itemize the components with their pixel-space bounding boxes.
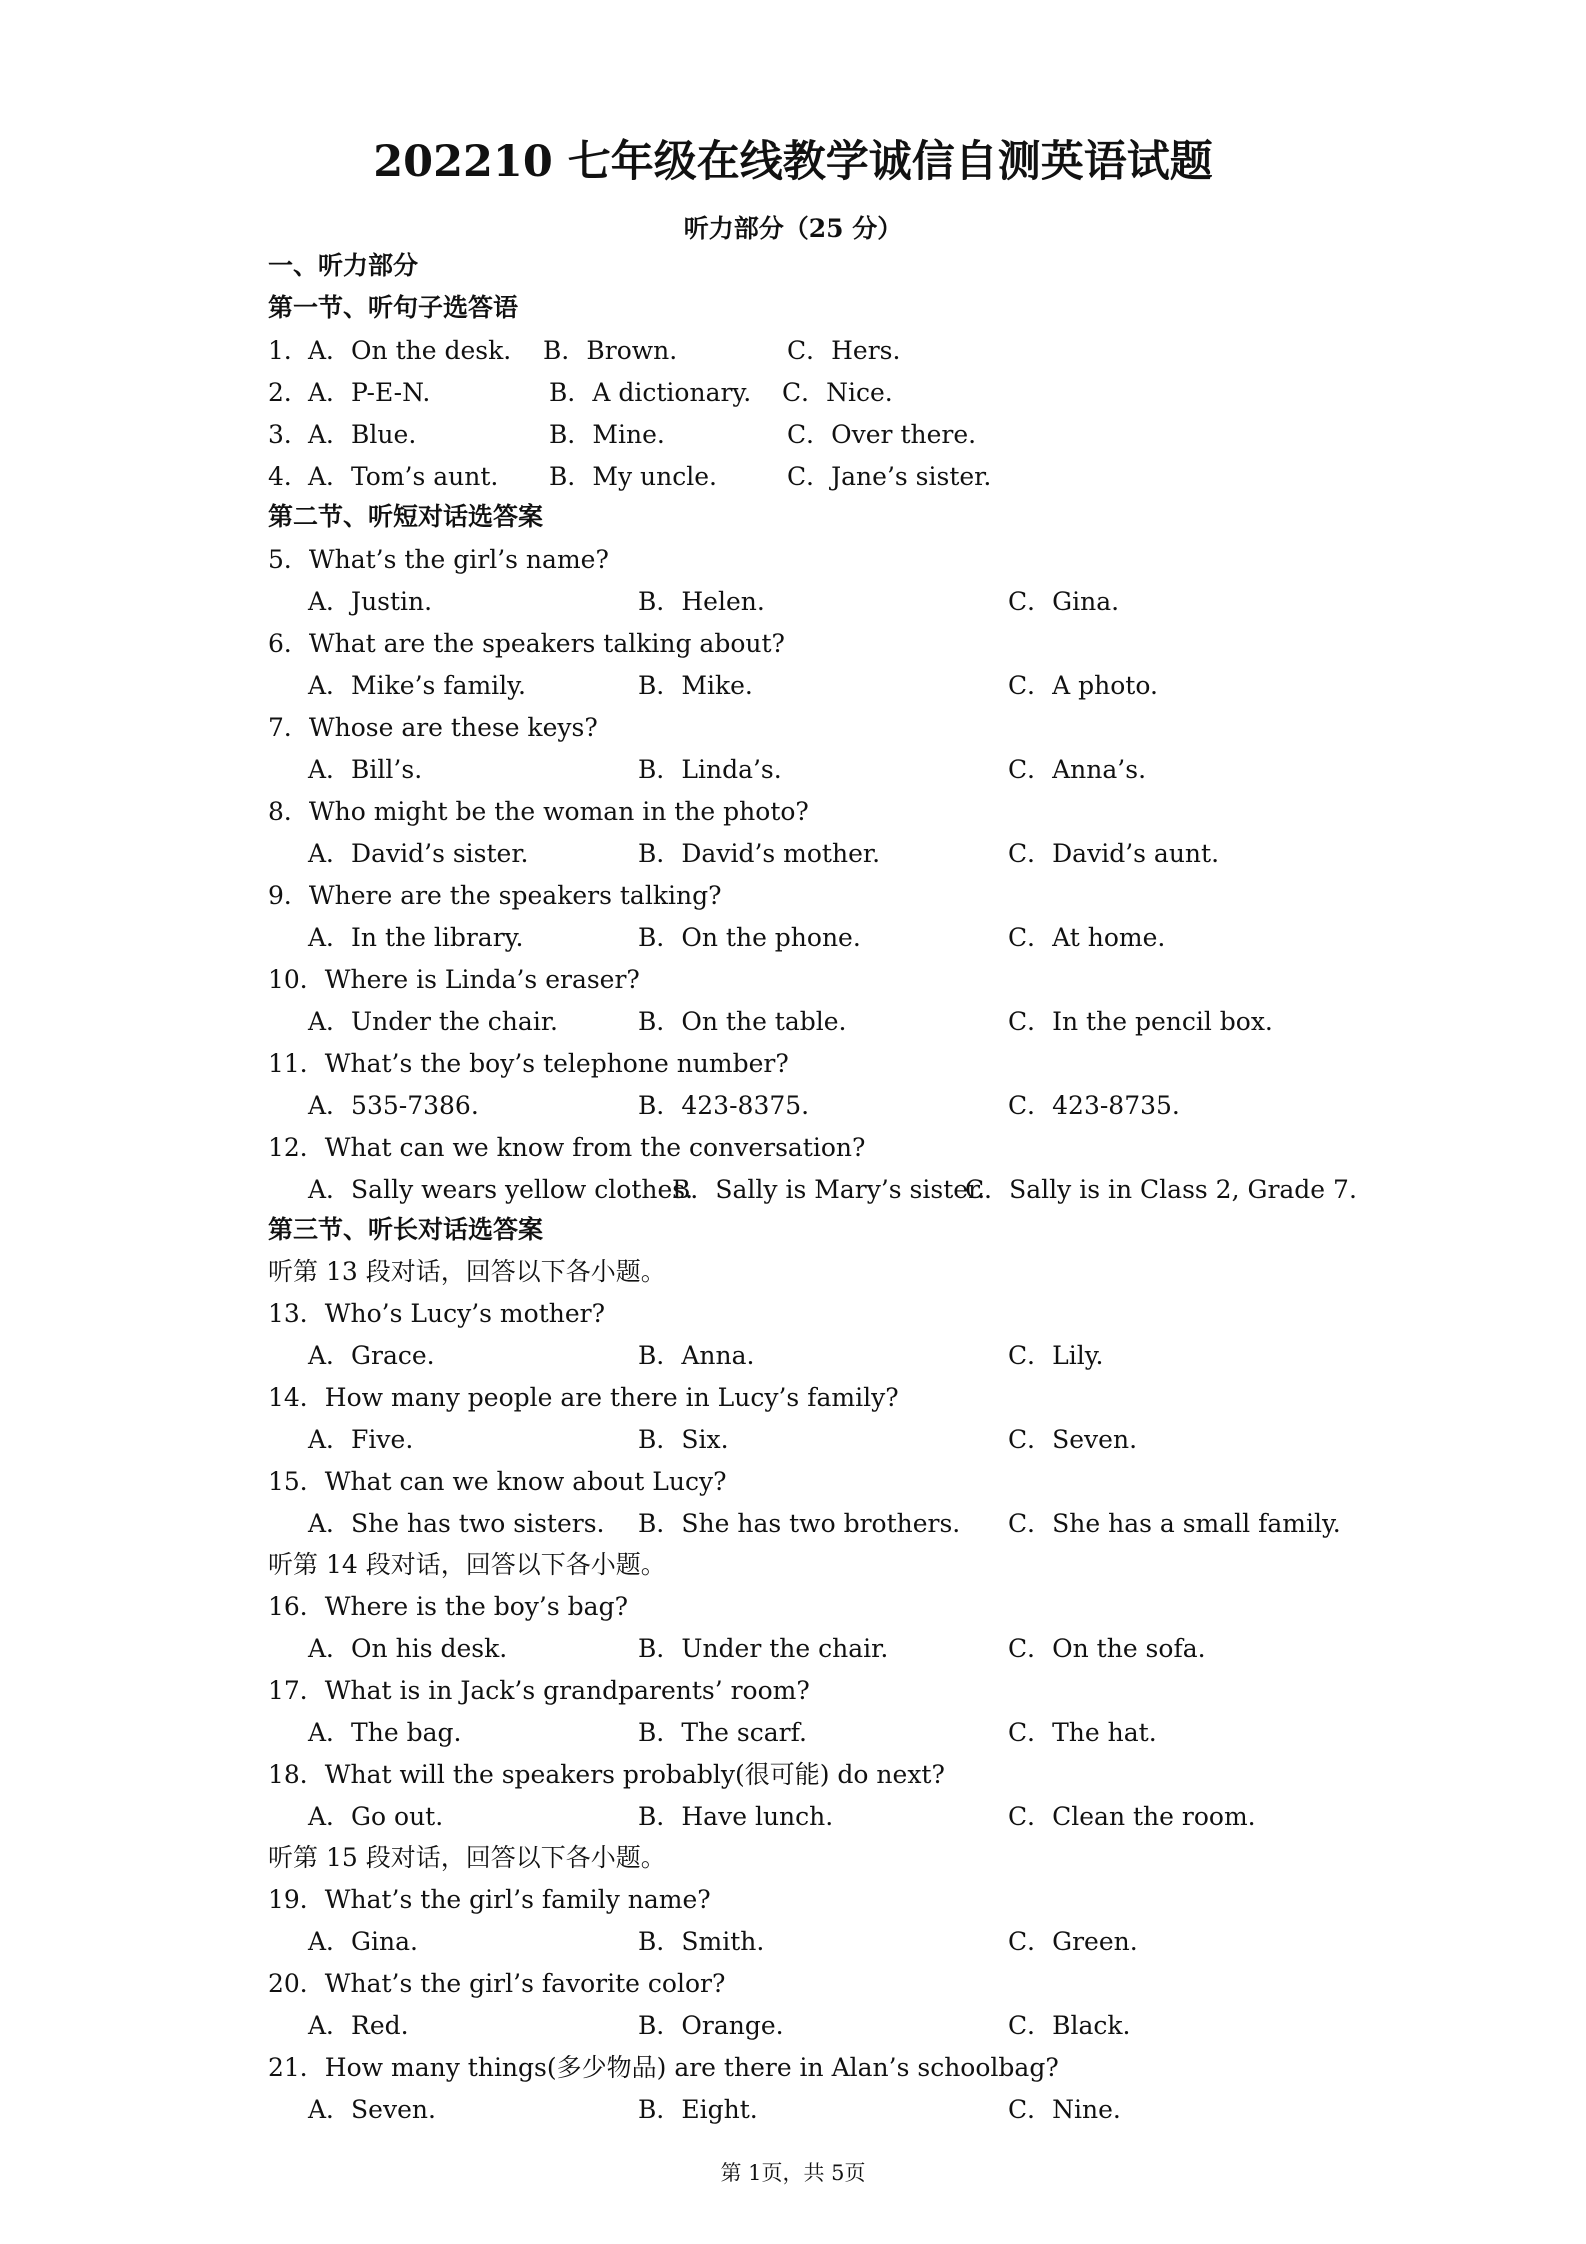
option-b: B．Eight. — [638, 2095, 758, 2124]
question-text: 11．What’s the boy’s telephone number? — [268, 1049, 789, 1078]
section3-heading: 第三节、听长对话选答案 — [268, 1215, 544, 1244]
option-a: A．Red. — [308, 2011, 409, 2040]
option-c: C．Jane’s sister. — [787, 462, 992, 491]
option-a: A．David’s sister. — [308, 839, 529, 868]
dialog-instruction: 听第 13 段对话，回答以下各小题。 — [268, 1257, 666, 1286]
option-c: C．The hat. — [1008, 1718, 1157, 1747]
option-c: C．David’s aunt. — [1008, 839, 1220, 868]
option-a: A．535-7386. — [308, 1091, 479, 1120]
option-a: A．The bag. — [308, 1718, 462, 1747]
option-c: C．On the sofa. — [1008, 1634, 1206, 1663]
option-c: C．Black. — [1008, 2011, 1131, 2040]
option-b: B．On the table. — [638, 1007, 847, 1036]
option-c: C．Over there. — [787, 420, 977, 449]
option-a: A．P-E-N. — [308, 378, 431, 407]
option-b: B．Six. — [638, 1425, 729, 1454]
dialog-instruction: 听第 15 段对话，回答以下各小题。 — [268, 1843, 666, 1872]
question-text: 8．Who might be the woman in the photo? — [268, 797, 809, 826]
question-text: 14．How many people are there in Lucy’s family? — [268, 1383, 899, 1412]
option-b: B．Smith. — [638, 1927, 765, 1956]
option-c: C．423-8735. — [1008, 1091, 1180, 1120]
option-a: A．She has two sisters. — [308, 1509, 605, 1538]
option-b: B．On the phone. — [638, 923, 861, 952]
option-b: B．My uncle. — [549, 462, 717, 491]
option-a: A．Blue. — [308, 420, 417, 449]
question-text: 15．What can we know about Lucy? — [268, 1467, 727, 1496]
option-a: A．Tom’s aunt. — [308, 462, 499, 491]
option-b: B．Have lunch. — [638, 1802, 834, 1831]
question-number: 4． — [268, 462, 309, 491]
option-c: C．Lily. — [1008, 1341, 1104, 1370]
option-a: A．In the library. — [308, 923, 524, 952]
option-b: B．A dictionary. — [549, 378, 752, 407]
option-c: C．She has a small family. — [1008, 1509, 1341, 1538]
section-subtitle: 听力部分（25 分） — [683, 214, 903, 243]
option-c: C．In the pencil box. — [1008, 1007, 1273, 1036]
option-b: B．Orange. — [638, 2011, 784, 2040]
option-c: C．Gina. — [1008, 587, 1120, 616]
option-b: B．423-8375. — [638, 1091, 810, 1120]
question-text: 19．What’s the girl’s family name? — [268, 1885, 711, 1914]
option-a: A．Five. — [308, 1425, 414, 1454]
question-text: 7．Whose are these keys? — [268, 713, 598, 742]
question-text: 10．Where is Linda’s eraser? — [268, 965, 640, 994]
question-number: 3． — [268, 420, 309, 449]
question-text: 9．Where are the speakers talking? — [268, 881, 722, 910]
option-c: C．Sally is in Class 2, Grade 7. — [965, 1175, 1357, 1204]
question-text: 13．Who’s Lucy’s mother? — [268, 1299, 605, 1328]
option-b: B．Linda’s. — [638, 755, 782, 784]
option-b: B．She has two brothers. — [638, 1509, 961, 1538]
option-a: A．Mike’s family. — [308, 671, 526, 700]
option-b: B．Sally is Mary’s sister. — [672, 1175, 986, 1204]
option-a: A．Justin. — [308, 587, 433, 616]
question-text: 18．What will the speakers probably(很可能) do next? — [268, 1760, 945, 1789]
option-b: B．Under the chair. — [638, 1634, 889, 1663]
question-text: 17．What is in Jack’s grandparents’ room? — [268, 1676, 810, 1705]
option-a: A．On his desk. — [308, 1634, 508, 1663]
question-text: 12．What can we know from the conversation? — [268, 1133, 866, 1162]
option-b: B．Mike. — [638, 671, 753, 700]
option-b: B．Helen. — [638, 587, 765, 616]
option-b: B．Anna. — [638, 1341, 755, 1370]
option-b: B．Mine. — [549, 420, 665, 449]
dialog-instruction: 听第 14 段对话，回答以下各小题。 — [268, 1550, 666, 1579]
option-a: A．Sally wears yellow clothes. — [308, 1175, 694, 1204]
option-c: C．Nice. — [782, 378, 893, 407]
section2-heading: 第二节、听短对话选答案 — [268, 502, 544, 531]
option-c: C．Nine. — [1008, 2095, 1121, 2124]
question-text: 21．How many things(多少物品) are there in Alan’s schoolbag? — [268, 2053, 1059, 2082]
option-b: B．Brown. — [543, 336, 678, 365]
question-number: 1． — [268, 336, 309, 365]
option-a: A．On the desk. — [308, 336, 512, 365]
question-text: 16．Where is the boy’s bag? — [268, 1592, 628, 1621]
page-footer: 第 1页，共 5页 — [720, 2161, 866, 2185]
option-a: A．Under the chair. — [308, 1007, 558, 1036]
part-heading: 一、听力部分 — [268, 251, 419, 280]
option-a: A．Bill’s. — [308, 755, 423, 784]
option-c: C．At home. — [1008, 923, 1166, 952]
option-a: A．Go out. — [308, 1802, 444, 1831]
option-a: A．Gina. — [308, 1927, 418, 1956]
option-c: C．Seven. — [1008, 1425, 1138, 1454]
question-text: 20．What’s the girl’s favorite color? — [268, 1969, 726, 1998]
option-c: C．Clean the room. — [1008, 1802, 1256, 1831]
question-text: 6．What are the speakers talking about? — [268, 629, 785, 658]
option-c: C．Hers. — [787, 336, 901, 365]
option-a: A．Seven. — [308, 2095, 436, 2124]
option-a: A．Grace. — [308, 1341, 435, 1370]
option-b: B．The scarf. — [638, 1718, 807, 1747]
option-b: B．David’s mother. — [638, 839, 881, 868]
page-title: 202210 七年级在线教学诚信自测英语试题 — [373, 137, 1213, 187]
option-c: C．Green. — [1008, 1927, 1138, 1956]
option-c: C．Anna’s. — [1008, 755, 1147, 784]
option-c: C．A photo. — [1008, 671, 1158, 700]
question-number: 2． — [268, 378, 309, 407]
question-text: 5．What’s the girl’s name? — [268, 545, 609, 574]
section1-heading: 第一节、听句子选答语 — [268, 293, 519, 322]
